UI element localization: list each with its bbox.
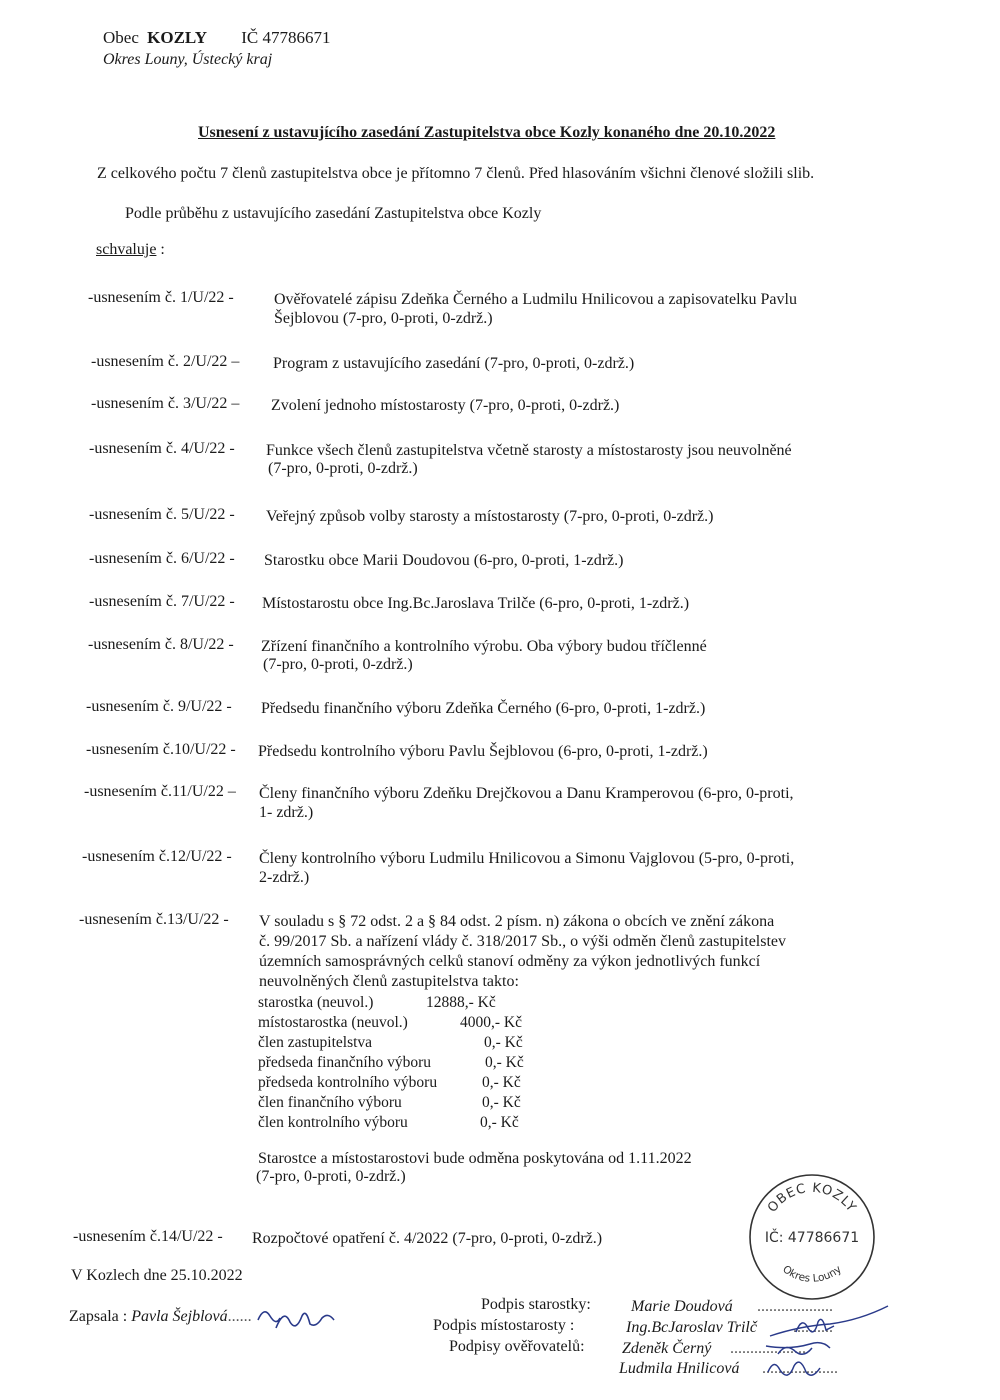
fee-amount: 0,- Kč (482, 1074, 521, 1091)
resolution-text: V souladu s § 72 odst. 2 a § 84 odst. 2 písm. n) zákona o obcích ve znění zákona (259, 913, 775, 930)
fee-row (258, 1074, 558, 1094)
fee-row (258, 1054, 558, 1074)
document-title: Usnesení z ustavujícího zasedání Zastupitelstva obce Kozly konaného dne 20.10.2022 (198, 124, 776, 141)
resolution-text: Funkce všech členů zastupitelstva včetně starosty a místostarosty jsou neuvolněné (266, 442, 792, 459)
mayor-dots: ................... (757, 1298, 833, 1315)
resolution-number: -usnesením č.13/U/22 - (79, 911, 229, 928)
resolution-text: územních samosprávných celků stanoví odměny za výkon jednotlivých funkcí (259, 953, 761, 970)
intro-text: Z celkového počtu 7 členů zastupitelstva obce je přítomno 7 členů. Před hlasováním všichni členové složili slib. (97, 165, 815, 182)
resolution-text: Veřejný způsob volby starosty a místostarosty (7-pro, 0-proti, 0-zdrž.) (266, 508, 714, 525)
recorded-by-name: Pavla Šejblová (131, 1308, 228, 1325)
approves-line (96, 241, 165, 259)
header-line (103, 28, 330, 48)
resolution-text: (7-pro, 0-proti, 0-zdrž.) (268, 460, 418, 477)
recorded-by-label: Zapsala : (69, 1308, 128, 1325)
resolution-text: Program z ustavujícího zasedání (7-pro, 0-proti, 0-zdrž.) (273, 355, 635, 372)
resolution-text: Zvolení jednoho místostarosty (7-pro, 0-proti, 0-zdrž.) (271, 397, 620, 414)
deputy-signature-label: Podpis místostarosty : (433, 1317, 575, 1334)
resolution-number: -usnesením č. 9/U/22 - (86, 698, 232, 715)
recorded-by-dots: ...... (227, 1308, 252, 1325)
fee-row (258, 1034, 558, 1054)
deputy-dots: .......... (793, 1319, 833, 1336)
fee-amount: 0,- Kč (485, 1054, 524, 1071)
fee-function: předseda kontrolního výboru (258, 1074, 438, 1091)
resolution-text: č. 99/2017 Sb. a nařízení vlády č. 318/2017 Sb., o výši odměn členů zastupitelstev (259, 933, 787, 950)
resolution-text: 1- zdrž.) (259, 804, 314, 821)
fee-row (258, 994, 558, 1014)
obec-label: Obec (103, 28, 139, 47)
fee-row (258, 1094, 558, 1114)
resolution-number: -usnesením č.11/U/22 – (84, 783, 236, 800)
resolution-text: Předsedu kontrolního výboru Pavlu Šejblovou (6-pro, 0-proti, 1-zdrž.) (258, 743, 708, 760)
deputy-name: Ing.BcJaroslav Trilč (626, 1319, 757, 1336)
basis-text: Podle průběhu z ustavujícího zasedání Zastupitelstva obce Kozly (125, 205, 542, 222)
resolution-text: Místostarostu obce Ing.Bc.Jaroslava Trilče (6-pro, 0-proti, 1-zdrž.) (262, 595, 690, 612)
fee-function: starostka (neuvol.) (258, 994, 374, 1011)
fee-amount: 12888,- Kč (426, 994, 496, 1011)
fee-amount: 0,- Kč (480, 1114, 519, 1131)
mayor-name: Marie Doudová (631, 1298, 733, 1315)
fee-row (258, 1114, 558, 1134)
fee-function: člen zastupitelstva (258, 1034, 373, 1051)
resolution-number: -usnesením č. 1/U/22 - (88, 289, 234, 306)
district-line: Okres Louny, Ústecký kraj (103, 51, 273, 68)
resolution-number: -usnesením č. 5/U/22 - (89, 506, 235, 523)
resolution-number: -usnesením č. 7/U/22 - (89, 593, 235, 610)
resolution-text: (7-pro, 0-proti, 0-zdrž.) (263, 656, 413, 673)
fee-function: předseda finančního výboru (258, 1054, 432, 1071)
fee-function: člen kontrolního výboru (258, 1114, 408, 1131)
fee-amount: 0,- Kč (482, 1094, 521, 1111)
verifiers-signature-label: Podpisy ověřovatelů: (449, 1338, 585, 1355)
approves-label: schvaluje (96, 241, 157, 258)
fee-function: místostarostka (neuvol.) (258, 1014, 408, 1031)
mayor-signature-label: Podpis starostky: (481, 1296, 591, 1313)
resolution-number: -usnesením č.12/U/22 - (82, 848, 232, 865)
resolution-14-number: -usnesením č.14/U/22 - (73, 1228, 223, 1245)
municipal-stamp (745, 1170, 879, 1304)
fee-amount: 4000,- Kč (460, 1014, 522, 1031)
verifier-2-name: Ludmila Hnilicová (619, 1360, 740, 1377)
resolution-text: Šejblovou (7-pro, 0-proti, 0-zdrž.) (274, 310, 493, 327)
resolution-text: 2-zdrž.) (259, 869, 310, 886)
stamp-top-text: OBEC KOZLY (764, 1180, 860, 1216)
stamp-bottom-text: Okres Louny (780, 1263, 844, 1285)
resolution-text: Členy kontrolního výboru Ludmilu Hnilicovou a Simonu Vajglovou (5-pro, 0-proti, (259, 850, 795, 867)
fees-note: Starostce a místostarostovi bude odměna poskytována od 1.11.2022 (258, 1150, 692, 1167)
verifier-2-dots: ................... (762, 1360, 838, 1377)
fees-vote: (7-pro, 0-proti, 0-zdrž.) (256, 1168, 406, 1185)
fee-row (258, 1014, 558, 1034)
resolution-number: -usnesením č. 4/U/22 - (89, 440, 235, 457)
resolution-number: -usnesením č. 2/U/22 – (91, 353, 240, 370)
municipality-name: KOZLY (147, 28, 207, 47)
fee-function: člen finančního výboru (258, 1094, 402, 1111)
resolution-text: Starostku obce Marii Doudovou (6-pro, 0-proti, 1-zdrž.) (264, 552, 624, 569)
recorded-by (69, 1308, 252, 1326)
stamp-ic-text: IČ: 47786671 (764, 1230, 860, 1246)
resolution-text: neuvolněných členů zastupitelstva takto: (259, 973, 519, 990)
official-signatures (760, 1298, 895, 1388)
resolution-number: -usnesením č. 6/U/22 - (89, 550, 235, 567)
fee-amount: 0,- Kč (484, 1034, 523, 1051)
resolution-14-text: Rozpočtové opatření č. 4/2022 (7-pro, 0-proti, 0-zdrž.) (252, 1230, 603, 1247)
ic-number: IČ 47786671 (241, 28, 331, 47)
resolution-text: Zřízení finančního a kontrolního výrobu. Oba výbory budou tříčlenné (261, 638, 707, 655)
fees-table (258, 994, 558, 1134)
resolution-number: -usnesením č. 3/U/22 – (91, 395, 240, 412)
resolution-number: -usnesením č.10/U/22 - (86, 741, 236, 758)
resolution-text: Členy finančního výboru Zdeňku Drejčkovou a Danu Kramperovou (6-pro, 0-proti, (259, 785, 794, 802)
resolution-number: -usnesením č. 8/U/22 - (88, 636, 234, 653)
verifier-1-dots: ................... (730, 1340, 806, 1357)
recorder-signature (250, 1298, 340, 1338)
approves-colon: : (156, 241, 165, 258)
verifier-1-name: Zdeněk Černý (622, 1340, 712, 1357)
resolution-text: Ověřovatelé zápisu Zdeňka Černého a Ludmilu Hnilicovou a zapisovatelku Pavlu (274, 291, 797, 308)
resolution-text: Předsedu finančního výboru Zdeňka Černého (6-pro, 0-proti, 1-zdrž.) (261, 700, 706, 717)
place-date: V Kozlech dne 25.10.2022 (71, 1267, 243, 1284)
